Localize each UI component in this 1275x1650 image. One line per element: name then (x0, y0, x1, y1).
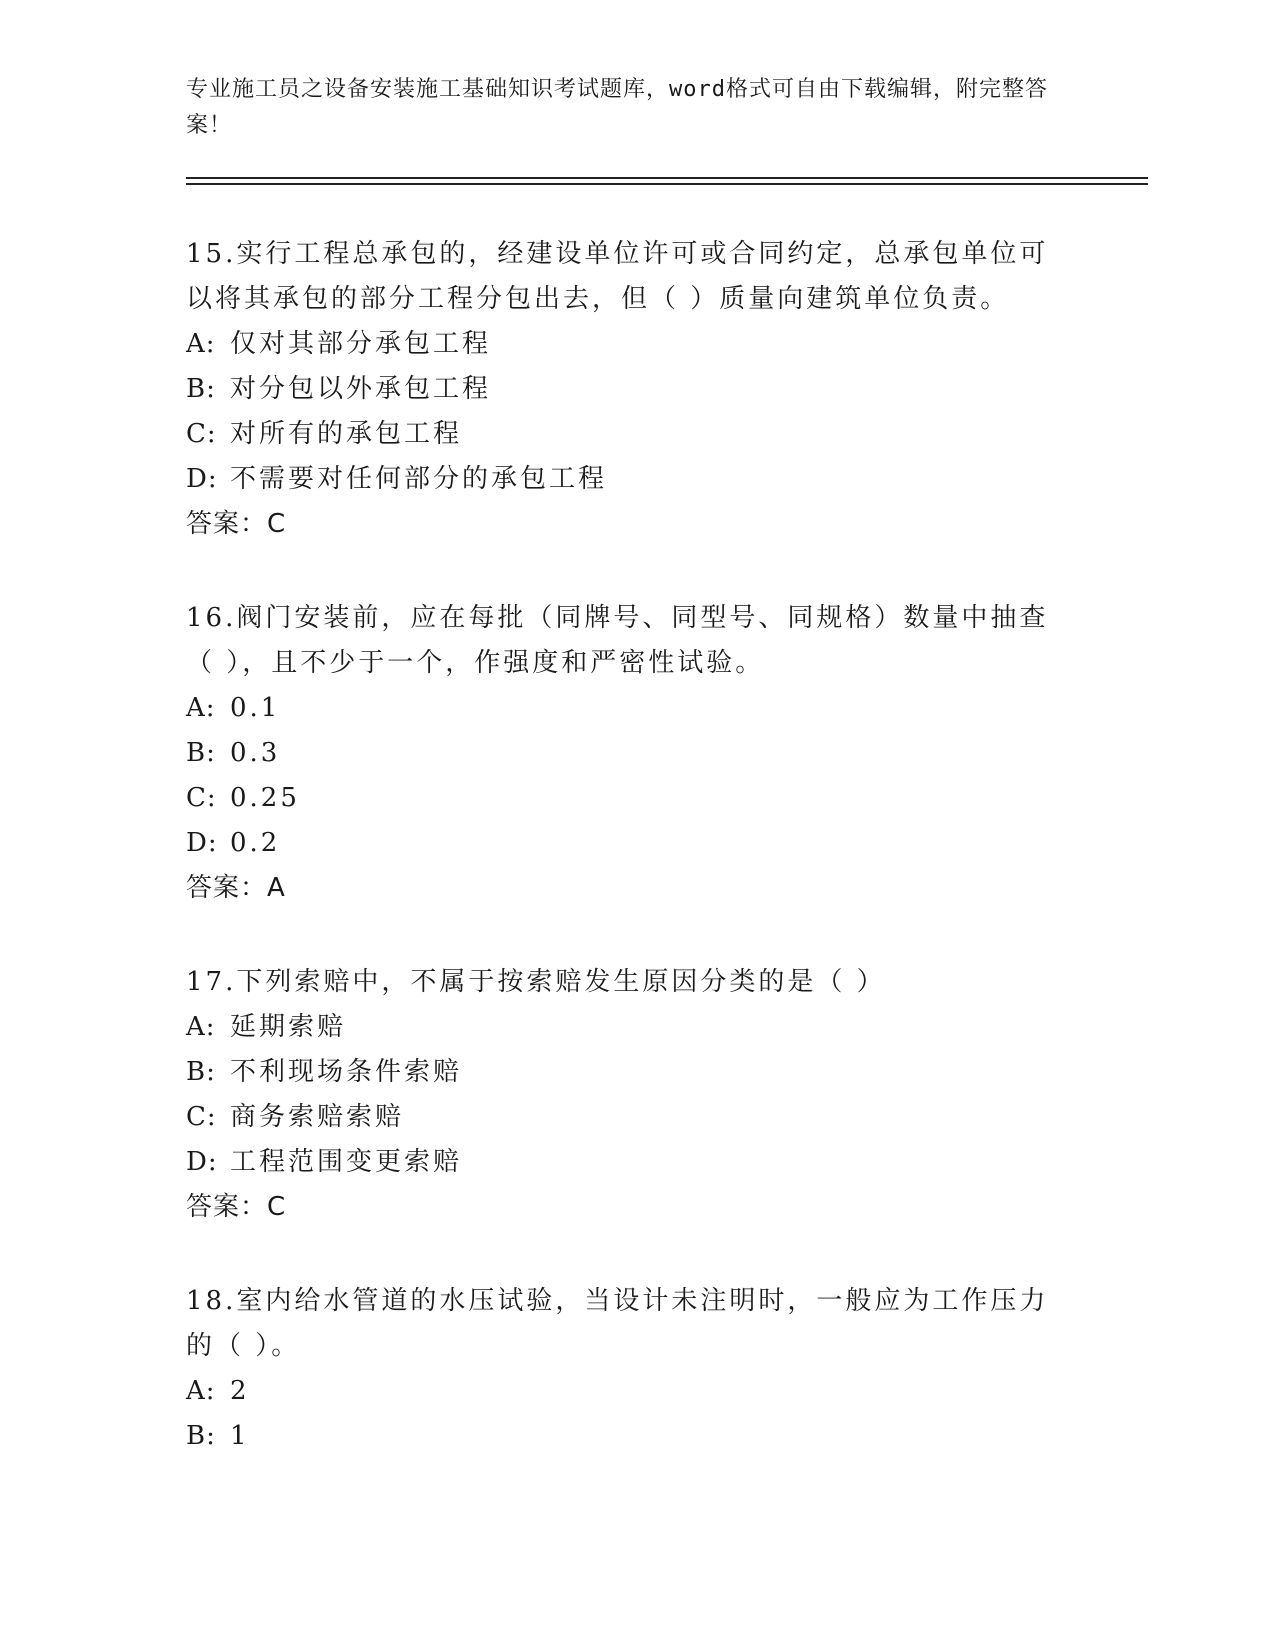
option-text: 2 (230, 1376, 250, 1406)
option-a (186, 686, 1066, 731)
option-key: D: (186, 1147, 218, 1177)
option-text: 0.2 (230, 828, 281, 858)
option-text: 对所有的承包工程 (230, 419, 463, 449)
option-key: B: (186, 374, 216, 404)
option-key: B: (186, 1421, 216, 1451)
document-header: 专业施工员之设备安装施工基础知识考试题库，word格式可自由下载编辑，附完整答案！ (186, 77, 1048, 138)
option-b (186, 1050, 1066, 1095)
option-key: D: (186, 464, 218, 494)
option-key: B: (186, 738, 216, 768)
option-key: C: (186, 783, 217, 813)
option-text: 0.25 (230, 783, 300, 813)
question-stem: 15.实行工程总承包的，经建设单位许可或合同约定，总承包单位可以将其承包的部分工程分包出去，但（ ）质量向建筑单位负责。 (186, 239, 1049, 314)
option-a (186, 1005, 1066, 1050)
option-key: A: (186, 1012, 216, 1042)
option-text: 不需要对任何部分的承包工程 (230, 464, 608, 494)
question-18 (186, 1279, 1066, 1459)
option-a (186, 1369, 1066, 1414)
question-15 (186, 232, 1066, 547)
option-text: 对分包以外承包工程 (230, 374, 492, 404)
option-text: 工程范围变更索赔 (230, 1147, 463, 1177)
question-17 (186, 960, 1066, 1230)
option-b (186, 731, 1066, 776)
option-c (186, 1095, 1066, 1140)
answer-line: 答案：C (186, 1192, 287, 1222)
question-16 (186, 596, 1066, 911)
option-text: 仅对其部分承包工程 (230, 329, 492, 359)
question-stem: 17.下列索赔中，不属于按索赔发生原因分类的是（ ） (186, 967, 886, 997)
option-a (186, 322, 1066, 367)
option-key: A: (186, 693, 216, 723)
option-c (186, 412, 1066, 457)
option-text: 延期索赔 (230, 1012, 347, 1042)
option-c (186, 776, 1066, 821)
question-stem: 18.室内给水管道的水压试验，当设计未注明时，一般应为工作压力的（ ）。 (186, 1286, 1049, 1361)
header-divider-top (186, 177, 1148, 179)
option-d (186, 1140, 1066, 1185)
option-b (186, 367, 1066, 412)
answer-line: 答案：A (186, 873, 286, 903)
header-divider-bottom (186, 183, 1148, 185)
option-text: 0.3 (230, 738, 281, 768)
option-text: 0.1 (230, 693, 281, 723)
option-d (186, 821, 1066, 866)
option-key: A: (186, 329, 216, 359)
option-text: 不利现场条件索赔 (230, 1057, 463, 1087)
question-stem: 16.阀门安装前，应在每批（同牌号、同型号、同规格）数量中抽查（ ），且不少于一个，作强度和严密性试验。 (186, 603, 1049, 678)
option-key: A: (186, 1376, 216, 1406)
option-d (186, 457, 1066, 502)
option-key: C: (186, 419, 217, 449)
answer-line: 答案：C (186, 509, 287, 539)
option-key: D: (186, 828, 218, 858)
option-key: B: (186, 1057, 216, 1087)
option-text: 1 (230, 1421, 250, 1451)
option-b (186, 1414, 1066, 1459)
option-text: 商务索赔索赔 (230, 1102, 405, 1132)
option-key: C: (186, 1102, 217, 1132)
